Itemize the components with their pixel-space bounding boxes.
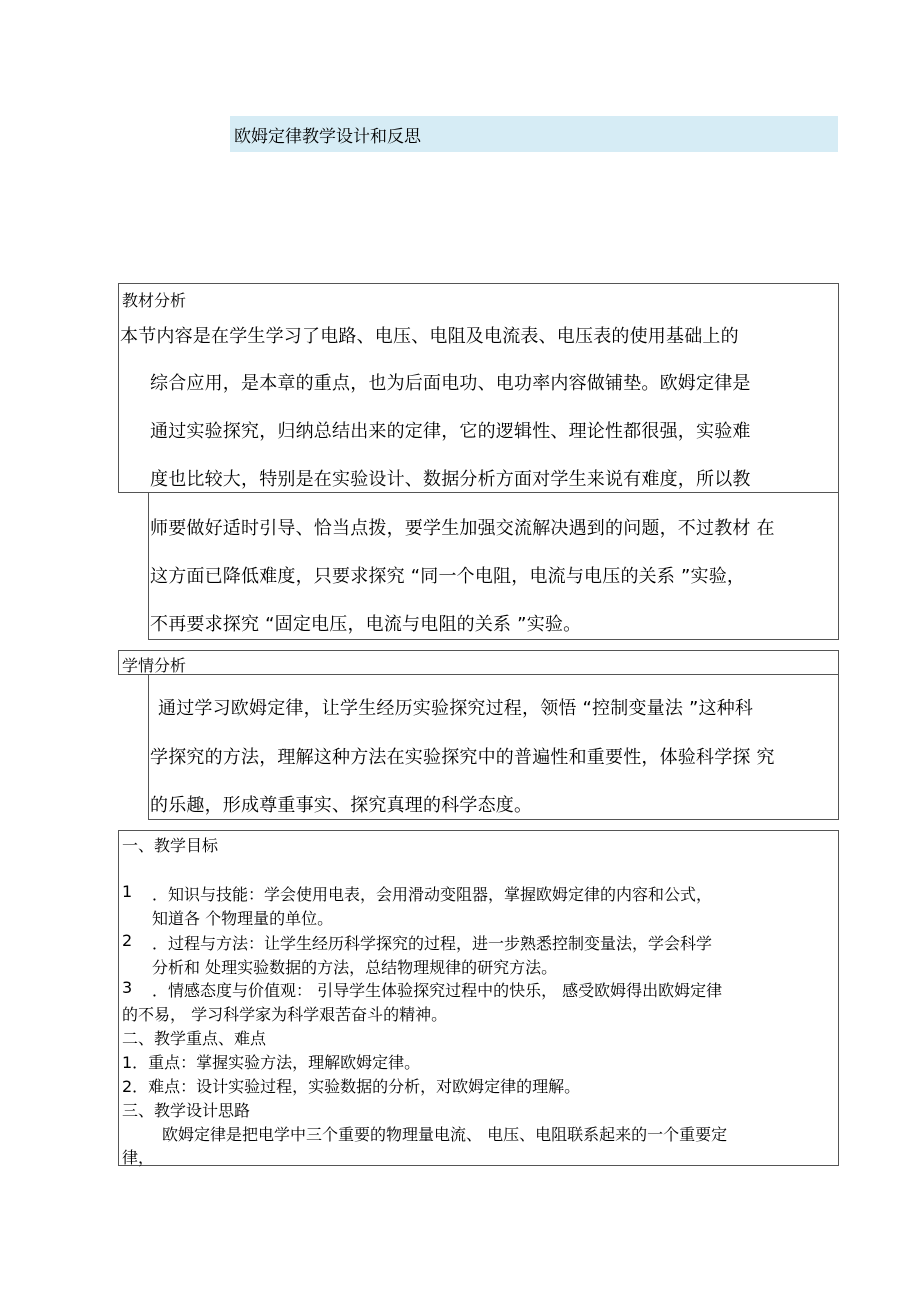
key-point-2: 2．难点：设计实验过程，实验数据的分析，对欧姆定律的理解。 bbox=[122, 1077, 581, 1096]
student-line-2: 学探究的方法，理解这种方法在实验探究中的普遍性和重要性，体验科学探 究 bbox=[150, 747, 775, 768]
material-line-4: 度也比较大，特别是在实验设计、数据分析方面对学生来说有难度，所以教 bbox=[150, 469, 751, 490]
key-heading: 二、教学重点、难点 bbox=[122, 1029, 267, 1048]
material-analysis-heading: 教材分析 bbox=[122, 291, 187, 310]
design-line-1: 欧姆定律是把电学中三个重要的物理量电流、 电压、电阻联系起来的一个重要定 bbox=[162, 1125, 728, 1144]
goal-3-number: 3 bbox=[122, 978, 133, 997]
material-line-7: 不再要求探究 “固定电压，电流与电阻的关系 ”实验。 bbox=[150, 614, 582, 635]
design-heading: 三、教学设计思路 bbox=[122, 1101, 251, 1120]
material-line-3: 通过实验探究，归纳总结出来的定律，它的逻辑性、理论性都很强，实验难 bbox=[150, 421, 751, 442]
material-line-1: 本节内容是在学生学习了电路、电压、电阻及电流表、电压表的使用基础上的 bbox=[120, 326, 739, 347]
key-point-1: 1．重点：掌握实验方法，理解欧姆定律。 bbox=[122, 1053, 421, 1072]
goal-2-line-2: 分析和 处理实验数据的方法，总结物理规律的研究方法。 bbox=[152, 958, 558, 977]
goal-1-line-1: ．知识与技能：学会使用电表，会用滑动变阻器，掌握欧姆定律的内容和公式， bbox=[152, 885, 713, 904]
material-line-6: 这方面已降低难度，只要求探究 “同一个电阻，电流与电压的关系 ”实验， bbox=[150, 566, 746, 587]
student-analysis-heading-box bbox=[118, 650, 839, 675]
student-line-3: 的乐趣，形成尊重事实、探究真理的科学态度。 bbox=[150, 795, 533, 816]
material-line-5: 师要做好适时引导、恰当点拨，要学生加强交流解决遇到的问题，不过教材 在 bbox=[150, 518, 775, 539]
material-line-2: 综合应用，是本章的重点，也为后面电功、电功率内容做铺垫。欧姆定律是 bbox=[150, 373, 751, 394]
goal-3-line-2: 的不易， 学习科学家为科学艰苦奋斗的精神。 bbox=[122, 1005, 448, 1024]
goal-1-line-2: 知道各 个物理量的单位。 bbox=[152, 909, 334, 928]
goals-heading: 一、教学目标 bbox=[122, 836, 219, 855]
goal-3-line-1: ．情感态度与价值观： 引导学生体验探究过程中的快乐， 感受欧姆得出欧姆定律 bbox=[152, 981, 723, 1000]
goal-2-line-1: ．过程与方法：让学生经历科学探究的过程，进一步熟悉控制变量法，学会科学 bbox=[152, 934, 713, 953]
student-analysis-heading: 学情分析 bbox=[122, 656, 187, 675]
design-line-2: 律， bbox=[122, 1148, 155, 1167]
goal-2-number: 2 bbox=[122, 931, 133, 950]
page-title: 欧姆定律教学设计和反思 bbox=[234, 127, 421, 147]
goal-1-number: 1 bbox=[122, 882, 133, 901]
student-line-1: 通过学习欧姆定律，让学生经历实验探究过程，领悟 “控制变量法 ”这种科 bbox=[158, 698, 754, 719]
